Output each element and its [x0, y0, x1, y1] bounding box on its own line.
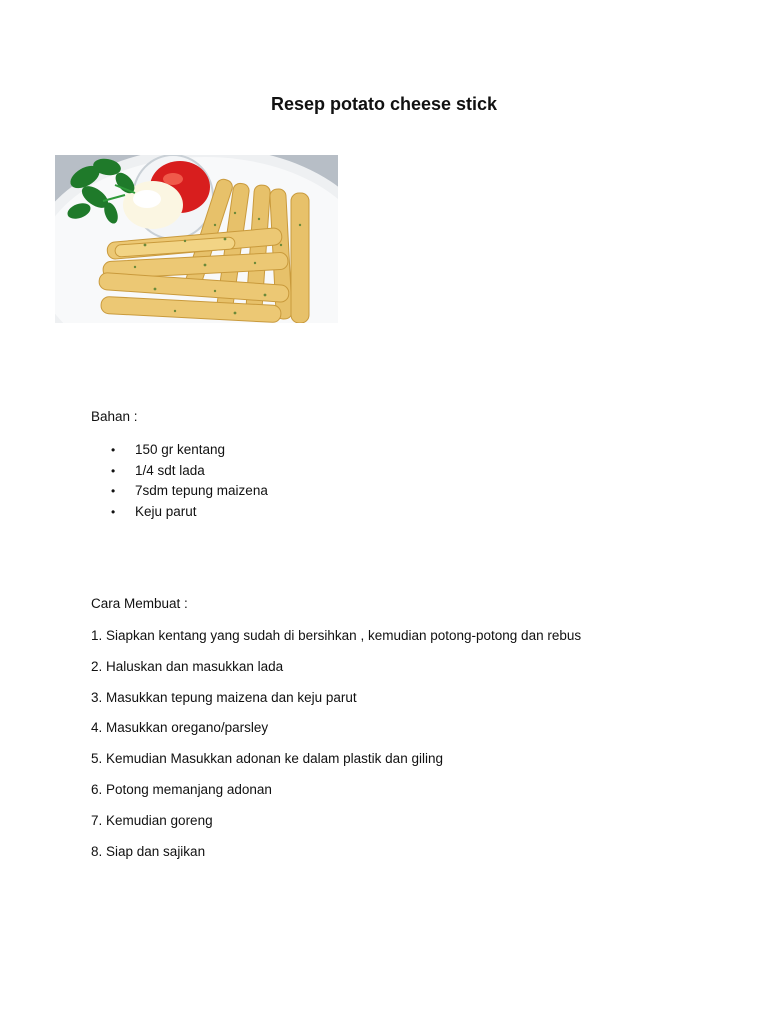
bullet-icon: • — [111, 443, 116, 457]
ingredient-list — [91, 440, 268, 523]
list-item — [91, 502, 268, 523]
step-item: 4. Masukkan oregano/parsley — [91, 720, 269, 736]
ingredient-text: 150 gr kentang — [135, 442, 226, 457]
bullet-icon: • — [111, 484, 116, 499]
cara-membuat-label: Cara Membuat : — [91, 596, 188, 611]
step-item: 3. Masukkan tepung maizena dan keju parut — [91, 689, 357, 705]
step-item: 7. Kemudian goreng — [91, 812, 213, 828]
list-item — [91, 461, 268, 482]
step-item: 2. Haluskan dan masukkan lada — [91, 658, 284, 674]
step-item: 8. Siap dan sajikan — [91, 843, 206, 859]
potato-cheese-stick-photo — [55, 155, 338, 323]
ingredient-text: 7sdm tepung maizena — [135, 483, 268, 499]
bullet-icon: • — [111, 505, 116, 520]
ingredient-text: 1/4 sdt lada — [135, 462, 205, 478]
step-item: 6. Potong memanjang adonan — [91, 781, 272, 797]
steps-list — [91, 626, 581, 872]
ingredient-text: Keju parut — [135, 504, 197, 520]
bahan-label: Bahan : — [91, 409, 138, 424]
list-item — [91, 440, 268, 461]
bullet-icon: • — [111, 463, 116, 478]
step-item: 1. Siapkan kentang yang sudah di bersihkan , kemudian potong-potong dan rebus — [91, 628, 582, 643]
list-item — [91, 481, 268, 502]
document-title: Resep potato cheese stick — [270, 94, 498, 114]
step-item: 5. Kemudian Masukkan adonan ke dalam plastik dan giling — [91, 751, 443, 767]
